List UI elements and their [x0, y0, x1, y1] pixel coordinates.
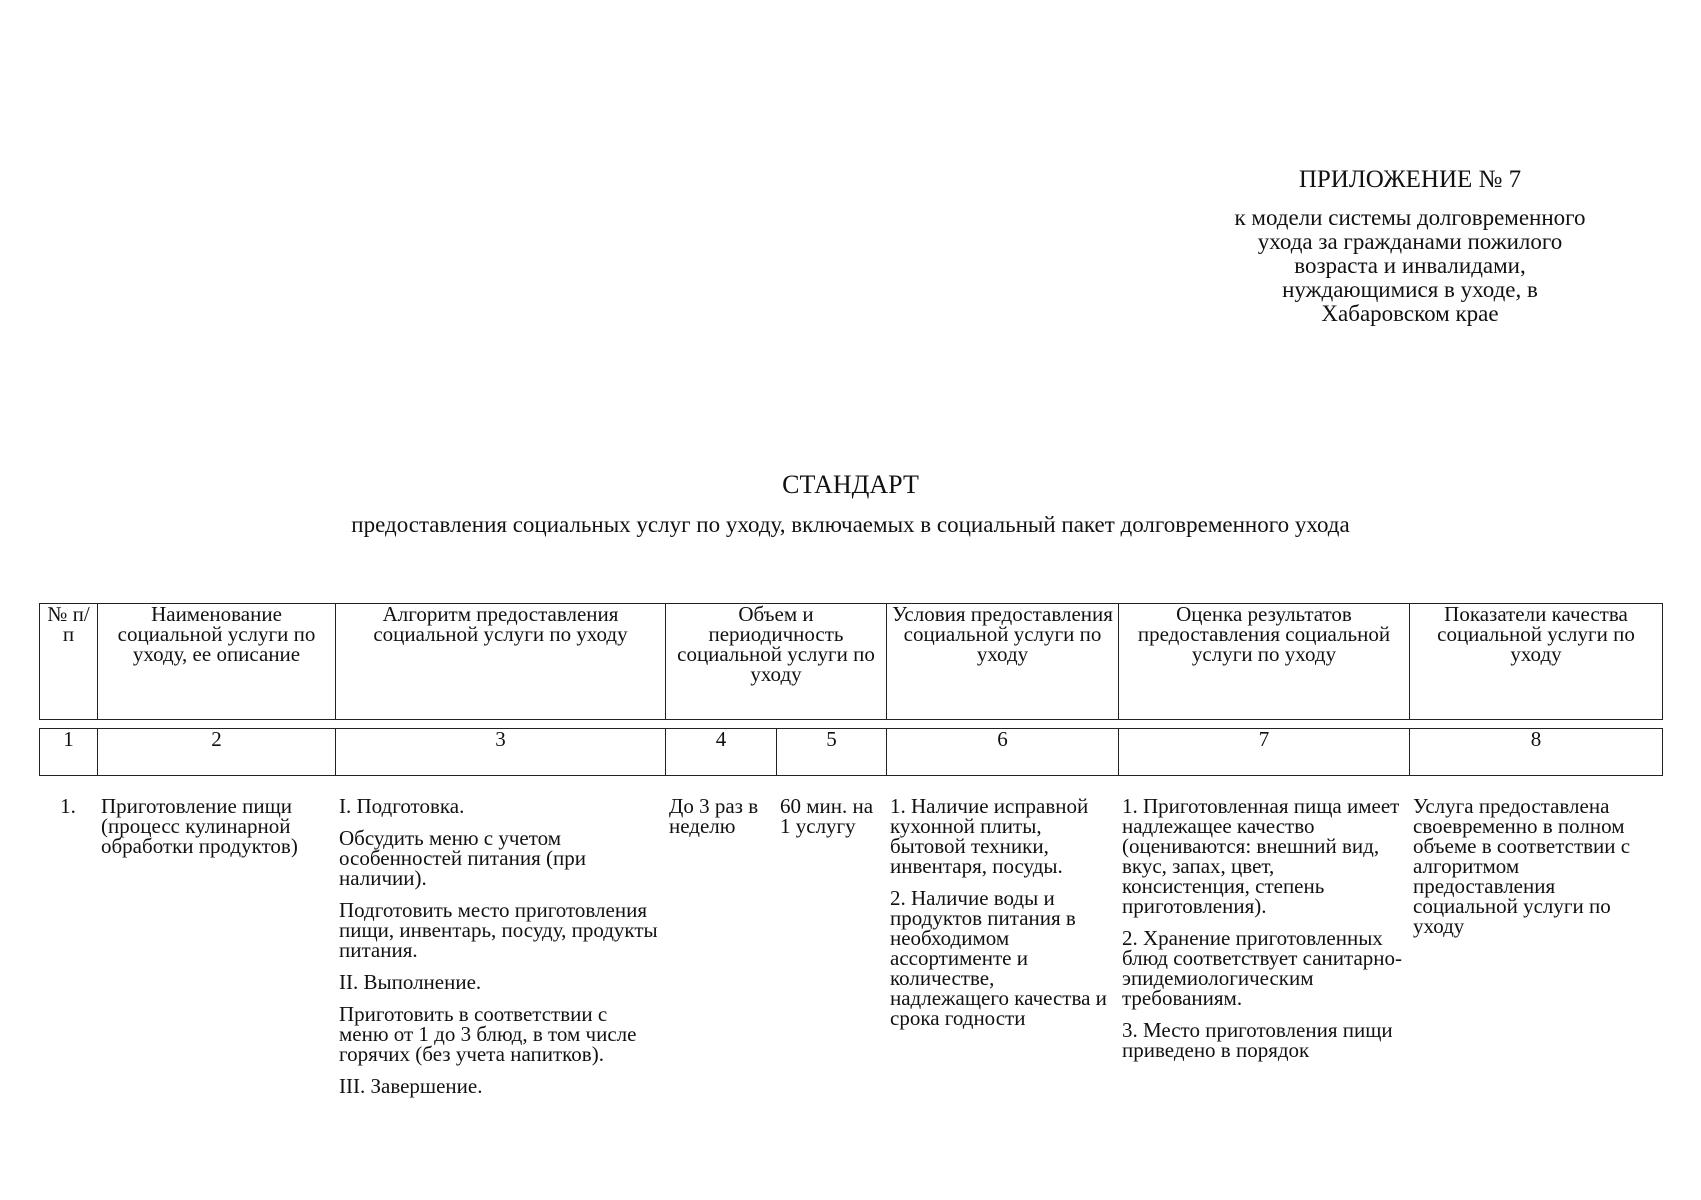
duration: 60 мин. на 1 услугу [780, 794, 874, 838]
algorithm-step: Обсудить меню с учетом особенностей питания (при наличии). [339, 826, 586, 890]
algorithm-step: Приготовить в соответствии с меню от 1 до 3 блюд, в том числе горячих (без учета напитков). [339, 1002, 637, 1066]
header-num: № п/п [40, 604, 98, 720]
document-title: СТАНДАРТ [782, 470, 919, 499]
frequency: До 3 раз в неделю [669, 794, 759, 838]
condition-item: 1. Наличие исправной кухонной плиты, бытовой техники, инвентаря, посуды. [890, 794, 1089, 878]
algorithm-cell [335, 796, 665, 1108]
appendix-line: нуждающимися в уходе, в [1282, 277, 1538, 302]
appendix-block [1160, 168, 1660, 326]
header-results: Оценка результатов предоставления социальной услуги по уходу [1119, 604, 1410, 720]
header-service-name: Наименование социальной услуги по уходу, ее описание [98, 604, 336, 720]
algorithm-step: Подготовить место приготовления пищи, инвентарь, посуду, продукты питания. [339, 898, 658, 962]
document-subtitle: предоставления социальных услуг по уходу, включаемых в социальный пакет долговременного ухода [351, 512, 1350, 537]
header-conditions: Условия предоставления социальной услуги по уходу [887, 604, 1119, 720]
table-body [39, 796, 1662, 1108]
result-item: 1. Приготовленная пища имеет надлежащее качество (оцениваются: внешний вид, вкус, запах, цвет, консистенция, степень приготовления). [1122, 794, 1400, 918]
algorithm-step: II. Выполнение. [339, 970, 482, 994]
column-numbers-row [39, 728, 1663, 776]
appendix-heading: ПРИЛОЖЕНИЕ № 7 [1298, 166, 1522, 193]
column-number: 1 [40, 729, 98, 776]
column-number: 7 [1119, 729, 1410, 776]
appendix-line: к модели системы долговременного [1234, 205, 1586, 230]
column-number: 3 [336, 729, 666, 776]
header-volume-frequency: Объем и периодичность социальной услуги по уходу [666, 604, 887, 720]
algorithm-step: III. Завершение. [339, 1074, 483, 1098]
header-algorithm: Алгоритм предоставления социальной услуги по уходу [336, 604, 666, 720]
column-number: 5 [777, 729, 887, 776]
results-cell [1118, 796, 1409, 1108]
quality-indicator: Услуга предоставлена своевременно в полном объеме в соответствии с алгоритмом предоставления социальной услуги по уходу [1413, 794, 1631, 938]
appendix-line: ухода за гражданами пожилого [1257, 229, 1563, 254]
result-item: 2. Хранение приготовленных блюд соответствует санитарно-эпидемиологическим требованиям. [1122, 926, 1402, 1010]
table-header [39, 603, 1663, 720]
condition-item: 2. Наличие воды и продуктов питания в необходимом ассортименте и количестве, надлежащего качества и срока годности [890, 886, 1107, 1030]
appendix-line: Хабаровском крае [1321, 301, 1499, 326]
column-number: 4 [666, 729, 777, 776]
service-name: Приготовление пищи (процесс кулинарной обработки продуктов) [101, 794, 298, 858]
row-number: 1. [60, 794, 76, 818]
table-row [39, 796, 1662, 1108]
column-number: 2 [98, 729, 336, 776]
column-number: 8 [1410, 729, 1663, 776]
header-quality: Показатели качества социальной услуги по уходу [1410, 604, 1663, 720]
result-item: 3. Место приготовления пищи приведено в порядок [1122, 1018, 1393, 1062]
column-number: 6 [887, 729, 1119, 776]
conditions-cell [886, 796, 1118, 1108]
appendix-line: возраста и инвалидами, [1294, 253, 1526, 278]
algorithm-step: I. Подготовка. [339, 794, 465, 818]
